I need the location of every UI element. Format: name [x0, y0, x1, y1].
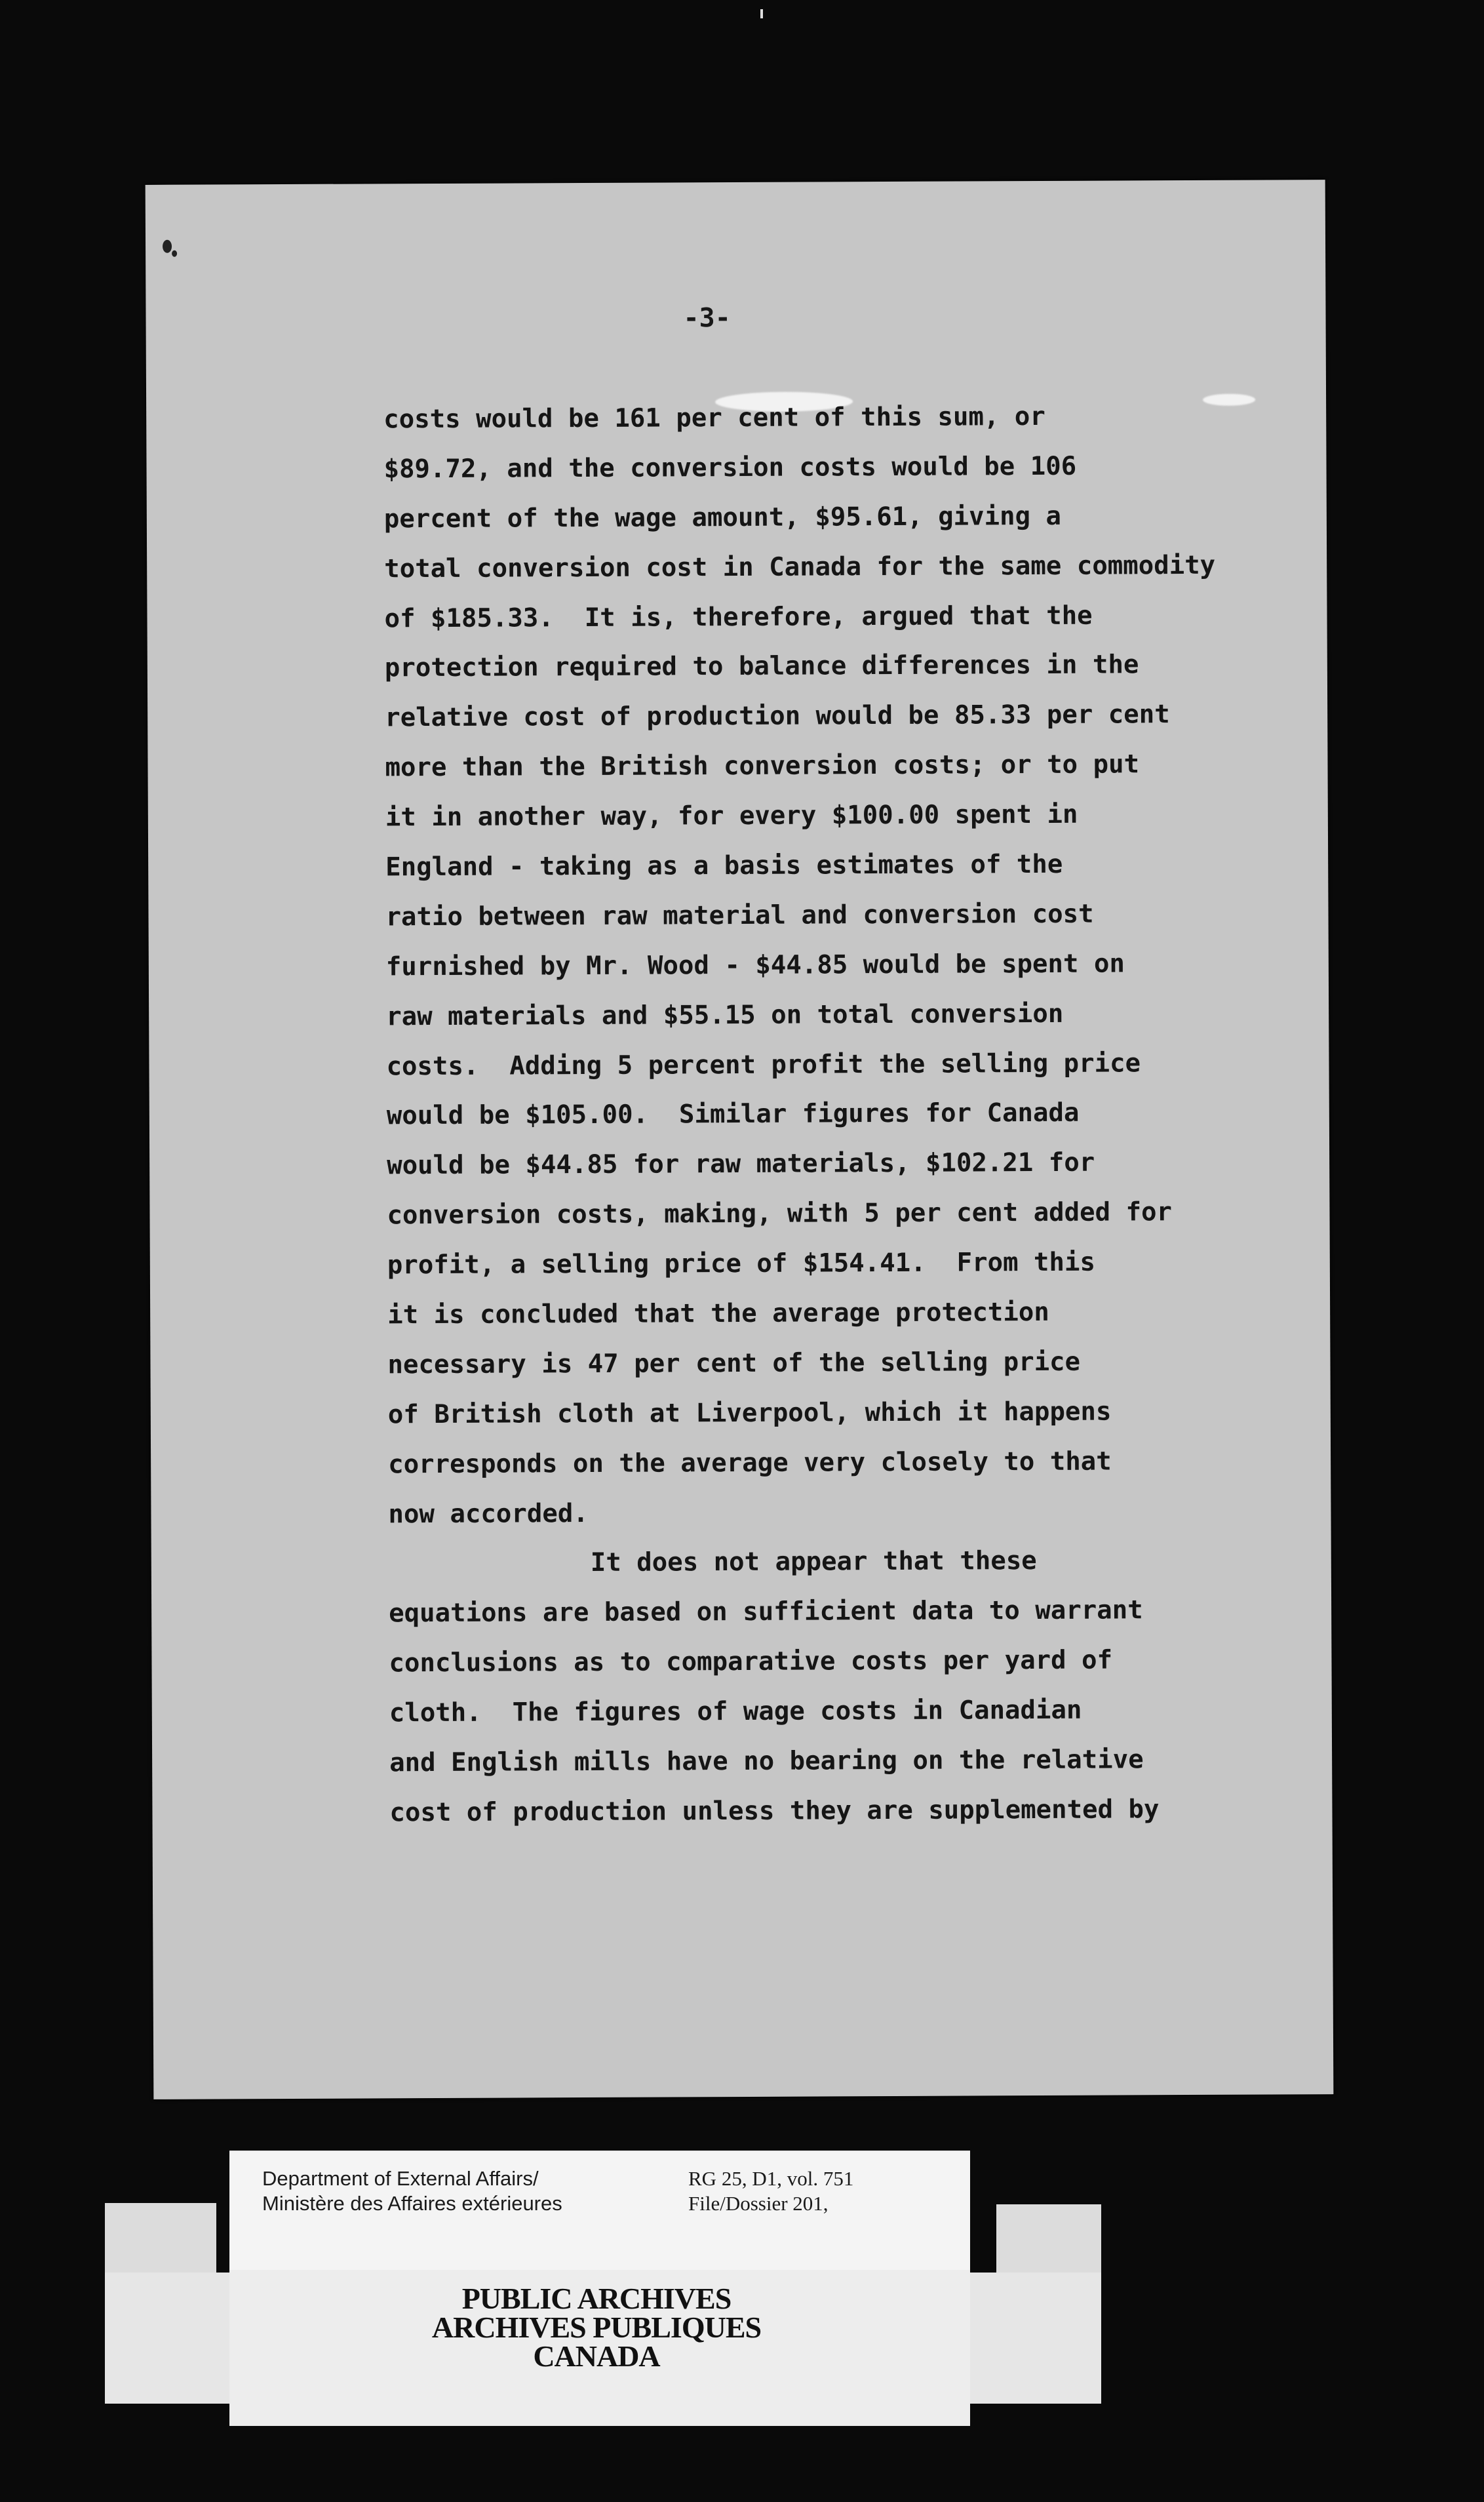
text-line: profit, a selling price of $154.41. From this: [387, 1247, 1096, 1281]
text-line: costs. Adding 5 percent profit the selling price: [386, 1048, 1141, 1081]
text-line: it is concluded that the average protection: [387, 1297, 1049, 1330]
text-line: necessary is 47 per cent of the selling price: [387, 1347, 1081, 1380]
record-group: RG 25, D1, vol. 751: [688, 2167, 854, 2190]
text-line: now accorded.: [388, 1498, 589, 1529]
text-line: equations are based on sufficient data to warrant: [389, 1595, 1143, 1629]
text-line: and English mills have no bearing on the relative: [389, 1745, 1144, 1778]
document-page: [146, 180, 1334, 2099]
text-line: It does not appear that these: [590, 1546, 1037, 1578]
text-line: furnished by Mr. Wood - $44.85 would be spent on: [385, 949, 1125, 982]
department-fr: Ministère des Affaires extérieures: [262, 2192, 562, 2215]
text-line: it in another way, for every $100.00 spent in: [385, 799, 1078, 833]
text-line: costs would be 161 per cent of this sum, or: [383, 401, 1045, 435]
text-line: relative cost of production would be 85.33 per cent: [385, 700, 1170, 733]
text-line: of British cloth at Liverpool, which it happens: [387, 1397, 1112, 1430]
stamp-line-1: PUBLIC ARCHIVES: [461, 2282, 732, 2315]
film-speck: [163, 240, 172, 253]
text-line: protection required to balance differences in the: [384, 650, 1139, 683]
stamp-line-2: ARCHIVES PUBLIQUES: [431, 2311, 762, 2344]
text-line: conclusions as to comparative costs per yard of: [389, 1645, 1113, 1678]
stamp-line-3: CANADA: [533, 2339, 660, 2373]
body-text: [383, 391, 1268, 1838]
file-number: File/Dossier 201,: [688, 2192, 829, 2215]
text-line: of $185.33. It is, therefore, argued that the: [384, 601, 1093, 633]
text-line: would be $105.00. Similar figures for Canada: [386, 1098, 1080, 1131]
reference-label: [688, 2166, 853, 2216]
text-line: ratio between raw material and conversion cost: [385, 899, 1094, 932]
text-line: corresponds on the average very closely to that: [388, 1446, 1112, 1480]
text-line: raw materials and $55.15 on total conversion: [386, 999, 1064, 1032]
text-line: conversion costs, making, with 5 per cent added for: [387, 1197, 1173, 1231]
page-number: -3-: [683, 303, 731, 334]
film-edge-mark: [760, 9, 763, 18]
text-line: more than the British conversion costs; or to put: [385, 749, 1140, 783]
text-line: would be $44.85 for raw materials, $102.21 for: [387, 1147, 1095, 1181]
text-line: cloth. The figures of wage costs in Canadian: [389, 1695, 1082, 1728]
text-line: total conversion cost in Canada for the same commodity: [384, 550, 1216, 584]
text-line: percent of the wage amount, $95.61, giving a: [383, 501, 1062, 534]
department-label: [262, 2166, 562, 2216]
text-line: cost of production unless they are supplemented by: [389, 1795, 1160, 1828]
text-line: $89.72, and the conversion costs would be 106: [383, 451, 1077, 485]
public-archives-stamp: [367, 2284, 826, 2371]
film-bottom-edge: [229, 2426, 970, 2452]
film-speck: [172, 250, 177, 257]
text-line: England - taking as a basis estimates of the: [385, 849, 1063, 883]
department-en: Department of External Affairs/: [262, 2167, 539, 2190]
